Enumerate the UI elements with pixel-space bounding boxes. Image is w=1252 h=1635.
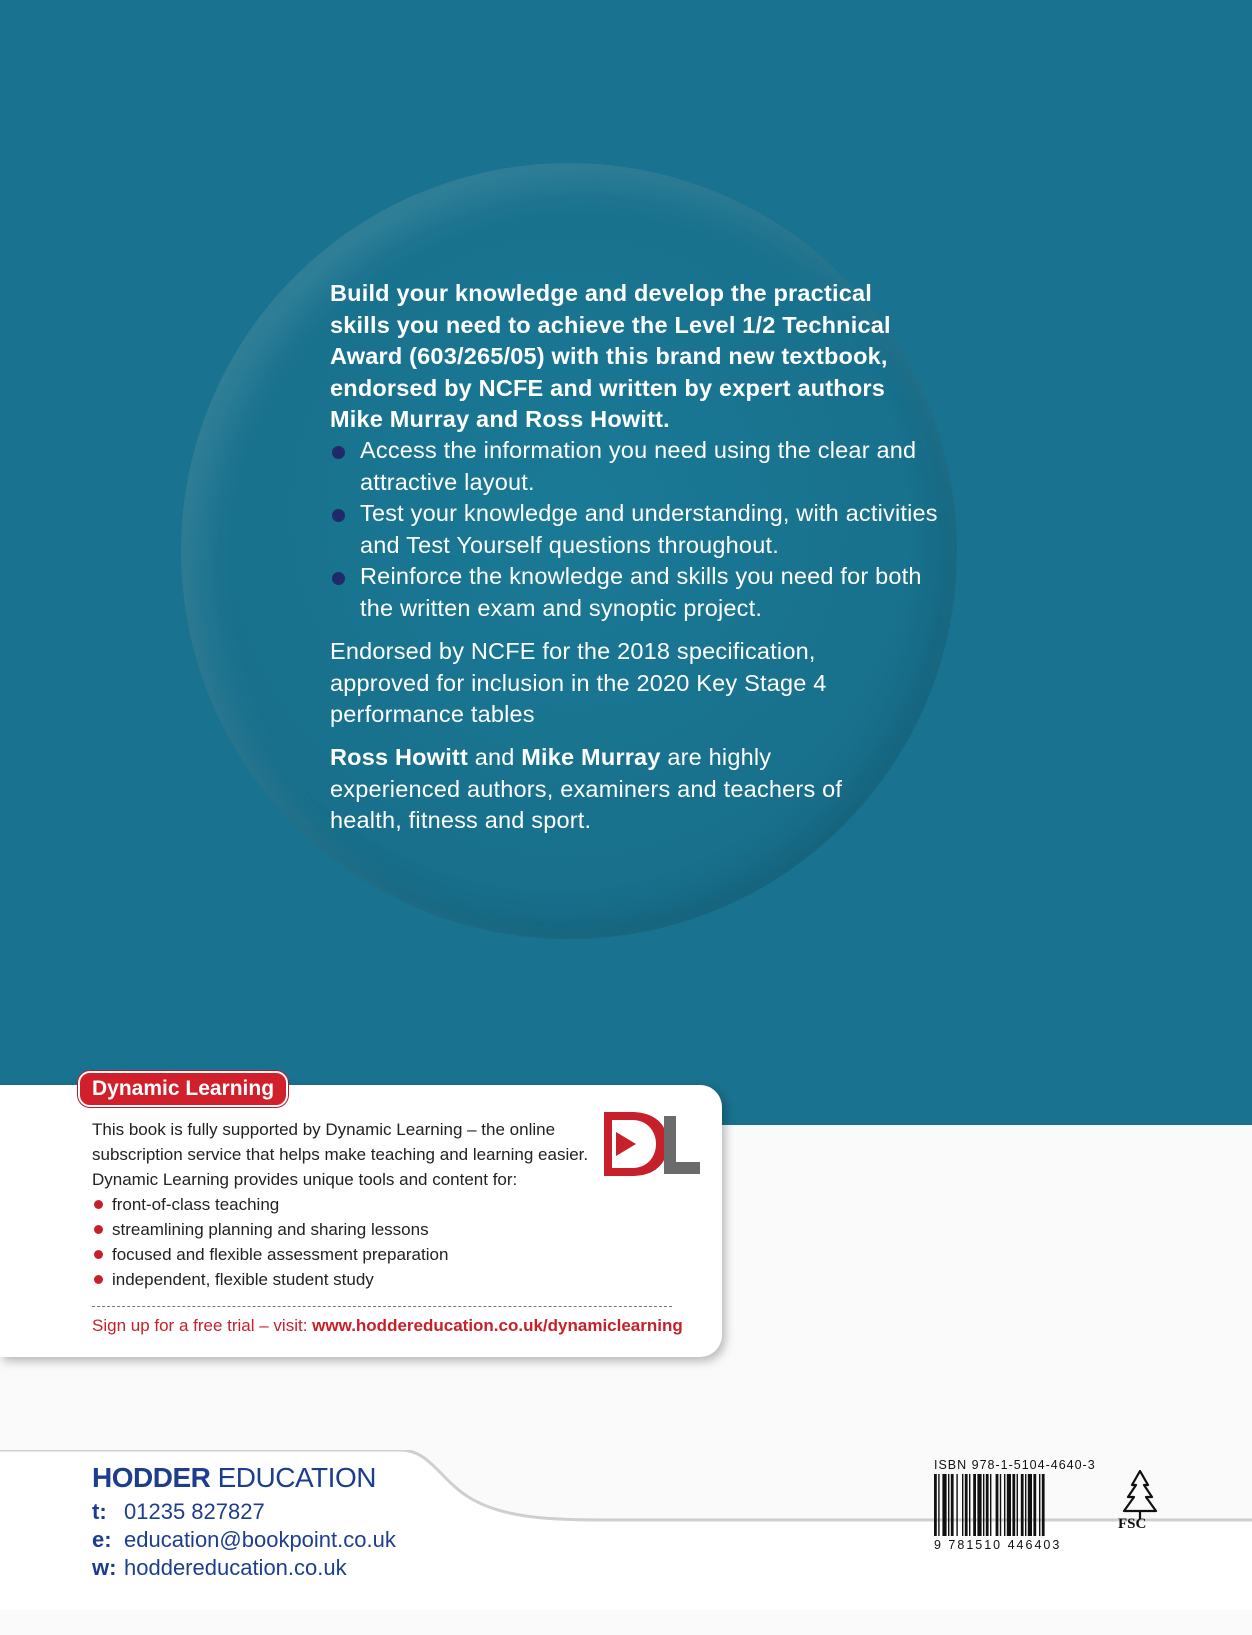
- phone-line: t: 01235 827827: [92, 1499, 265, 1524]
- feature-item: Access the information you need using the clear and attractive layout.: [330, 435, 950, 498]
- feature-item: Reinforce the knowledge and skills you need for both the written exam and synoptic project.: [330, 561, 950, 624]
- fsc-label: FSC: [1118, 1516, 1147, 1532]
- bullet-icon: [94, 1275, 103, 1284]
- bullet-icon: [94, 1225, 103, 1234]
- endorsement-text: Endorsed by NCFE for the 2018 specification, approved for inclusion in the 2020 Key Stage 4 performance tables: [330, 638, 827, 727]
- intro-paragraph: Build your knowledge and develop the practical skills you need to achieve the Level 1/2 Technical Award (603/265/05) with this brand new textbook, endorsed by NCFE and written by expert authors Mike Murray and Ross Howitt.: [330, 280, 891, 432]
- bullet-icon: [332, 572, 345, 585]
- website-link[interactable]: hoddereducation.co.uk: [124, 1555, 347, 1580]
- feature-item: Test your knowledge and understanding, with activities and Test Yourself questions throughout.: [330, 498, 950, 561]
- dynamic-learning-body: [92, 1117, 612, 1292]
- website-line: w: hoddereducation.co.uk: [92, 1555, 347, 1580]
- dynamic-learning-list: [92, 1192, 612, 1292]
- isbn-label: ISBN 978-1-5104-4640-3: [934, 1458, 1096, 1472]
- barcode: [934, 1474, 1097, 1536]
- email-link[interactable]: education@bookpoint.co.uk: [124, 1527, 396, 1552]
- list-item: focused and flexible assessment preparation: [92, 1242, 612, 1267]
- list-item: independent, flexible student study: [92, 1267, 612, 1292]
- signup-line: Sign up for a free trial – visit: www.hoddereducation.co.uk/dynamiclearning: [92, 1316, 683, 1335]
- feature-list: [330, 435, 950, 624]
- bullet-icon: [94, 1200, 103, 1209]
- publisher-name: HODDER EDUCATION: [92, 1462, 376, 1493]
- list-item: front-of-class teaching: [92, 1192, 612, 1217]
- dynamic-learning-description: This book is fully supported by Dynamic Learning – the online subscription service that helps make teaching and learning easier. Dynamic Learning provides unique tools and content for:: [92, 1120, 589, 1189]
- authors-bio: Ross Howitt and Mike Murray are highly experienced authors, examiners and teachers of health, fitness and sport.: [330, 744, 843, 833]
- bullet-icon: [332, 509, 345, 522]
- dl-logo-icon: [602, 1108, 702, 1180]
- dynamic-learning-tab: Dynamic Learning: [78, 1071, 288, 1107]
- divider: [92, 1306, 672, 1307]
- phone-number: 01235 827827: [124, 1499, 265, 1524]
- barcode-number: 9 781510 446403: [934, 1538, 1062, 1552]
- list-item: streamlining planning and sharing lessons: [92, 1217, 612, 1242]
- signup-link[interactable]: www.hoddereducation.co.uk/dynamiclearning: [312, 1316, 683, 1335]
- bullet-icon: [332, 446, 345, 459]
- bullet-icon: [94, 1250, 103, 1259]
- email-line: e: education@bookpoint.co.uk: [92, 1527, 396, 1552]
